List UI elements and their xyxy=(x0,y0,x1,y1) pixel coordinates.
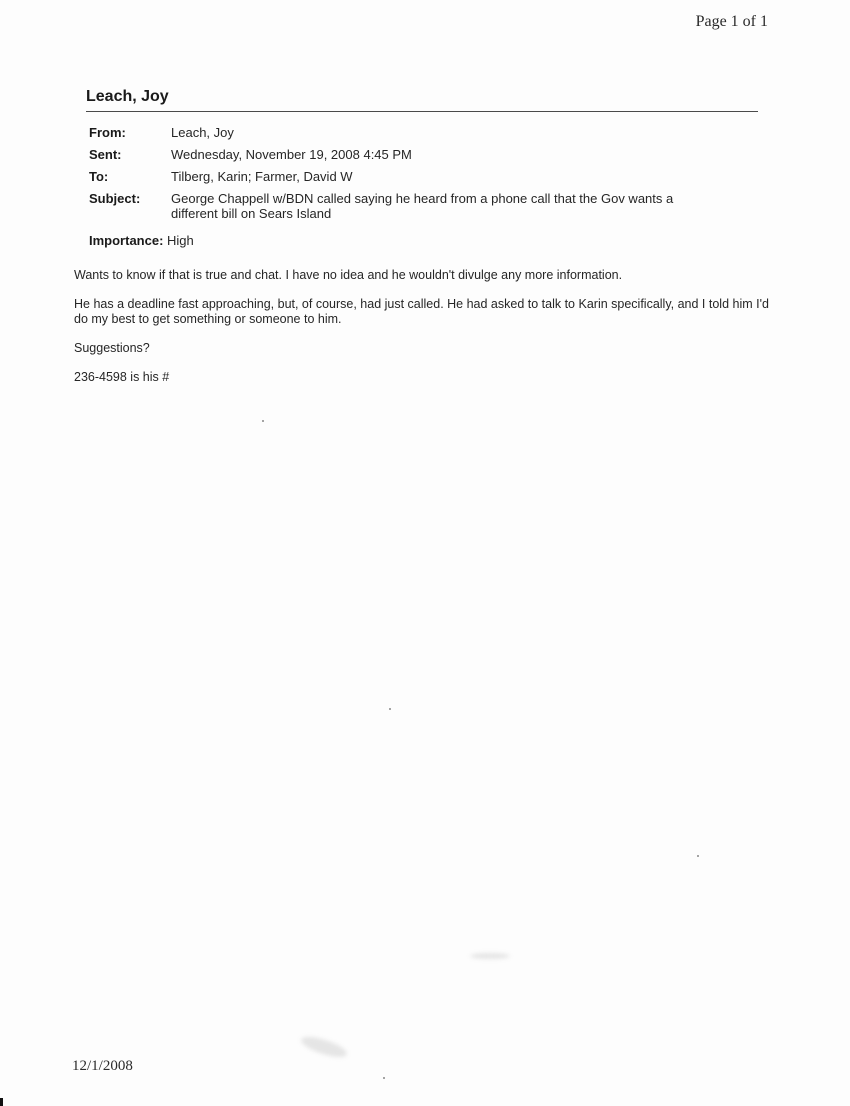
email-header-table xyxy=(89,125,716,228)
page-number: Page 1 of 1 xyxy=(695,13,768,30)
sender-heading: Leach, Joy xyxy=(86,88,169,105)
sent-value: Wednesday, November 19, 2008 4:45 PM xyxy=(171,147,412,162)
scan-smudge xyxy=(299,1033,349,1061)
subject-label: Subject: xyxy=(89,191,141,206)
heading-divider xyxy=(86,111,758,112)
body-paragraph: Suggestions? xyxy=(74,341,150,355)
scan-speck xyxy=(383,1077,385,1079)
from-label: From: xyxy=(89,125,126,140)
scan-edge-mark xyxy=(0,1098,3,1106)
to-label: To: xyxy=(89,169,109,184)
print-date: 12/1/2008 xyxy=(72,1058,133,1074)
subject-row xyxy=(89,191,716,228)
to-value: Tilberg, Karin; Farmer, David W xyxy=(171,169,353,184)
importance-value: High xyxy=(167,233,194,248)
scan-speck xyxy=(262,420,264,422)
body-paragraph: Wants to know if that is true and chat. I have no idea and he wouldn't divulge any more information. xyxy=(74,268,623,282)
from-row xyxy=(89,125,716,147)
email-body xyxy=(74,268,774,399)
scan-speck xyxy=(389,708,391,710)
importance-label: Importance: xyxy=(89,233,164,248)
from-value: Leach, Joy xyxy=(171,125,234,140)
subject-value: George Chappell w/BDN called saying he heard from a phone call that the Gov wants a different bill on Sears Island xyxy=(171,191,674,221)
importance-line xyxy=(89,233,194,248)
scan-smudge xyxy=(470,953,510,959)
body-paragraph: He has a deadline fast approaching, but, of course, had just called. He had asked to talk to Karin specifically, and I told him I'd do my best to get something or someone to him. xyxy=(74,297,769,326)
body-paragraph: 236-4598 is his # xyxy=(74,370,170,384)
sent-label: Sent: xyxy=(89,147,122,162)
scan-speck xyxy=(697,855,699,857)
sent-row xyxy=(89,147,716,169)
to-row xyxy=(89,169,716,191)
